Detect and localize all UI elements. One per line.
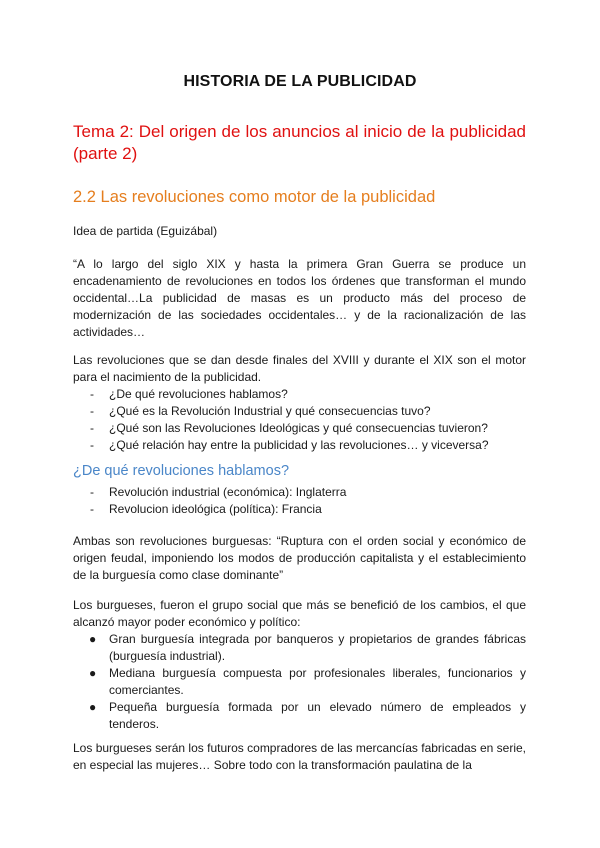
list-item: - ¿Qué es la Revolución Industrial y qué consecuencias tuvo? [90, 404, 431, 418]
revoluciones-intro [73, 352, 526, 454]
list-item: ● Gran burguesía integrada por banqueros y propietarios de grandes fábricas (burguesía industrial). [89, 632, 526, 663]
list-item: - ¿Qué son las Revoluciones Ideológicas y qué consecuencias tuvieron? [90, 421, 488, 435]
list-item: ● Mediana burguesía compuesta por profesionales liberales, funcionarios y comerciantes. [89, 666, 526, 697]
list-item: - ¿Qué relación hay entre la publicidad y las revoluciones… y viceversa? [90, 438, 489, 452]
dash-marker: - [90, 485, 94, 499]
quote-paragraph: “A lo largo del siglo XIX y hasta la primera Gran Guerra se produce un encadenamiento de revoluciones en todos los órdenes que transforman el mundo occidental…La publicidad de masas es un producto más del proceso de modernización de las sociedades occidentales… y de la racionalización de las actividades… [73, 257, 526, 339]
burguesia-list [73, 631, 526, 733]
revoluciones-intro-text: Las revoluciones que se dan desde finales del XVIII y durante el XIX son el motor para el nacimiento de la publicidad. [73, 353, 526, 384]
list-item: - ¿De qué revoluciones hablamos? [90, 387, 288, 401]
bullet-marker: ● [89, 632, 97, 646]
bullet-marker: ● [89, 666, 97, 680]
document-title: HISTORIA DE LA PUBLICIDAD [183, 73, 417, 90]
burguesas-paragraph: Ambas son revoluciones burguesas: “Ruptura con el orden social y económico de origen feudal, imponiendo los modos de producción capitalista y el establecimiento de la burguesía como clase dominante” [73, 534, 526, 582]
bullet-marker: ● [89, 700, 97, 714]
dash-marker: - [90, 421, 94, 435]
questions-list [73, 386, 526, 454]
tema-heading: Tema 2: Del origen de los anuncios al inicio de la publicidad (parte 2) [73, 122, 526, 163]
burgueses-block [73, 597, 526, 733]
dash-marker: - [90, 438, 94, 452]
revoluciones-list [73, 484, 526, 518]
list-item: - Revolución industrial (económica): Inglaterra [90, 485, 347, 499]
list-item: - Revolucion ideológica (política): Francia [90, 502, 322, 516]
idea-paragraph: Idea de partida (Eguizábal) [73, 224, 218, 238]
dash-marker: - [90, 387, 94, 401]
list-item: ● Pequeña burguesía formada por un elevado número de empleados y tenderos. [89, 700, 526, 731]
dash-marker: - [90, 502, 94, 516]
burgueses-intro: Los burgueses, fueron el grupo social que más se benefició de los cambios, el que alcanzó mayor poder económico y político: [73, 598, 526, 629]
dash-marker: - [90, 404, 94, 418]
subheading: ¿De qué revoluciones hablamos? [73, 463, 290, 479]
closing-paragraph: Los burgueses serán los futuros compradores de las mercancías fabricadas en serie, en especial las mujeres… Sobre todo con la transformación paulatina de la [73, 741, 526, 772]
revoluciones-list-block [73, 484, 526, 518]
section-heading: 2.2 Las revoluciones como motor de la publicidad [73, 188, 436, 206]
